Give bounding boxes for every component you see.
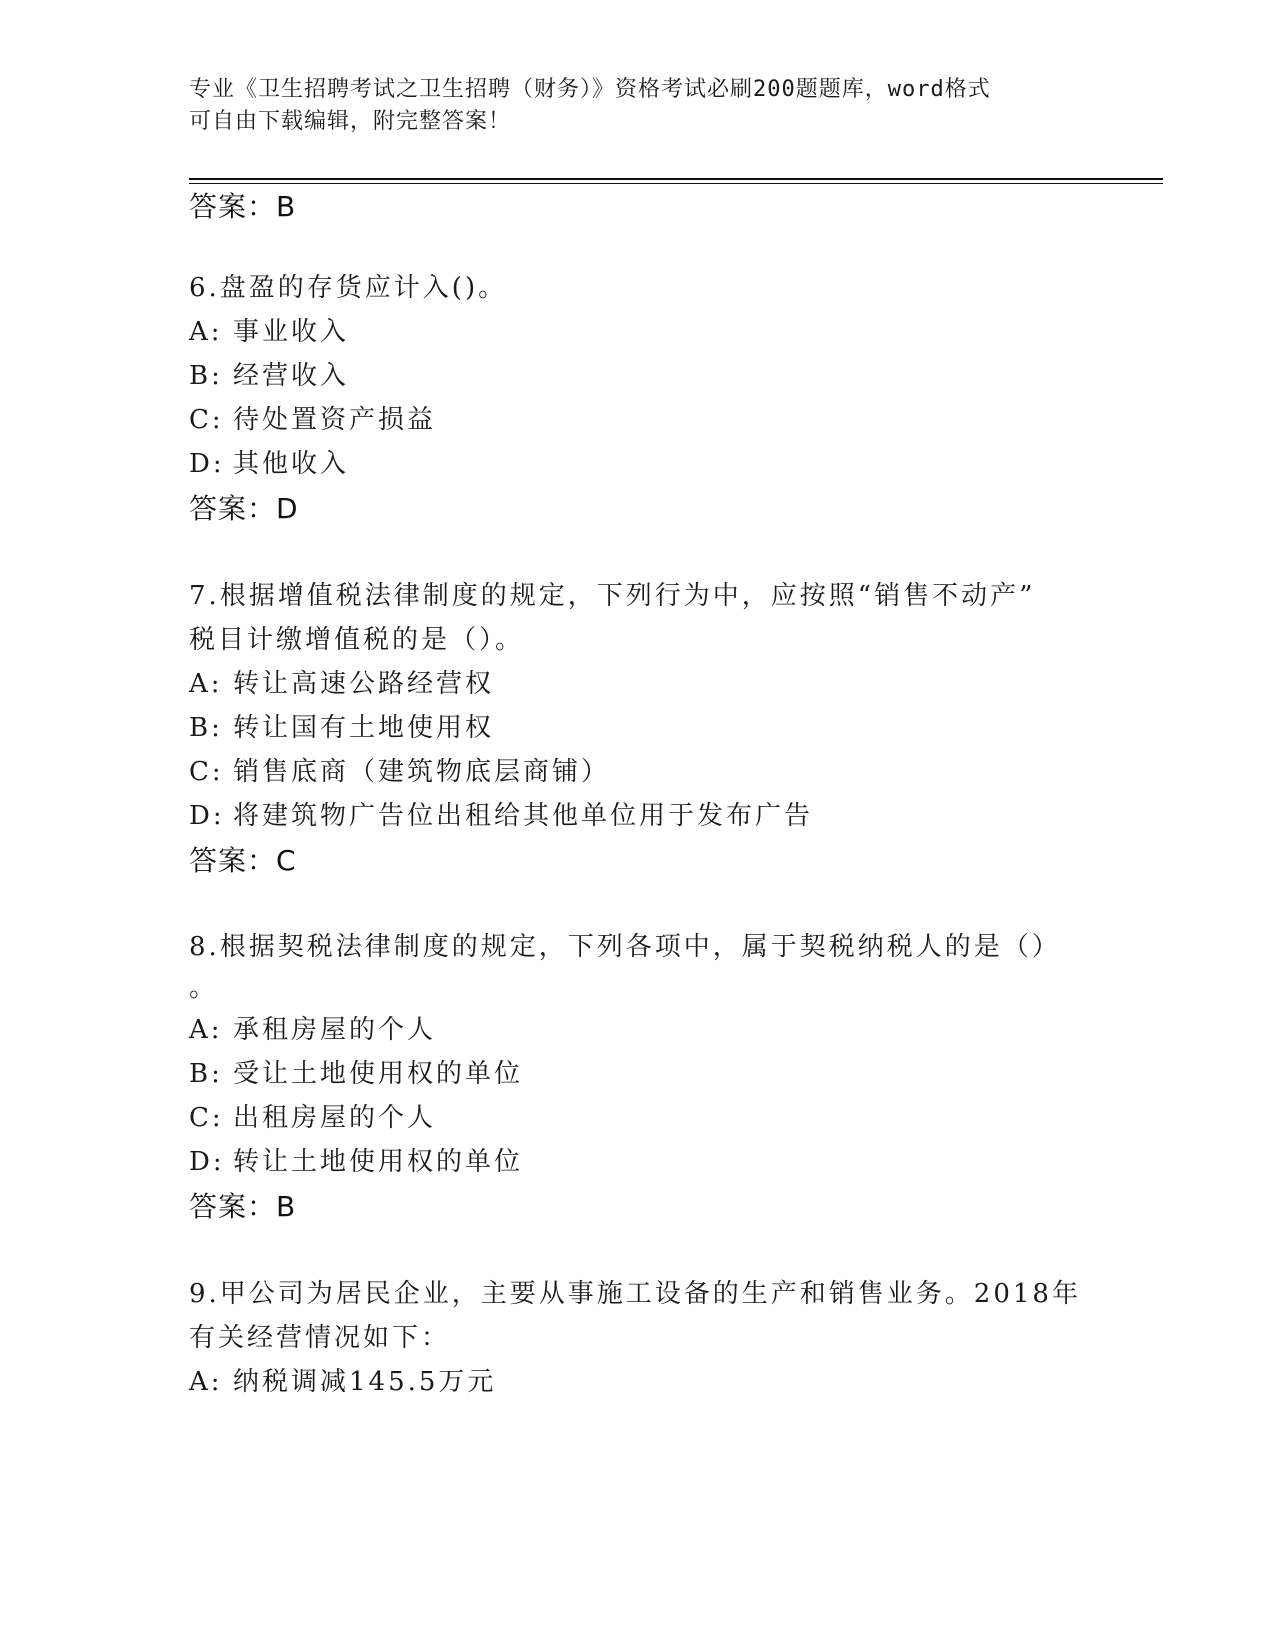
question-6-answer: 答案：D — [189, 492, 299, 525]
question-8-option-c — [189, 1096, 436, 1141]
question-7-answer: 答案：C — [189, 844, 297, 877]
answer-prev: 答案：B — [189, 190, 297, 223]
option-label: C: — [189, 757, 224, 787]
option-label: A: — [189, 317, 223, 347]
question-8-option-d — [189, 1140, 523, 1185]
question-7-option-d — [189, 794, 813, 839]
option-text: 将建筑物广告位出租给其他单位用于发布广告 — [233, 801, 814, 831]
option-label: D: — [189, 1147, 225, 1177]
option-text: 转让土地使用权的单位 — [233, 1147, 524, 1177]
option-text: 转让高速公路经营权 — [233, 669, 495, 699]
question-6-option-b — [189, 354, 349, 399]
option-label: B: — [189, 713, 223, 743]
document-header — [189, 74, 1089, 138]
option-text: 事业收入 — [233, 317, 350, 347]
question-7-option-c — [189, 750, 610, 795]
question-8-answer: 答案：B — [189, 1190, 297, 1223]
option-text: 待处置资产损益 — [233, 405, 437, 435]
option-label: C: — [189, 405, 224, 435]
option-label: A: — [189, 1367, 223, 1397]
option-text: 出租房屋的个人 — [233, 1103, 437, 1133]
option-text: 其他收入 — [233, 449, 350, 479]
option-label: A: — [189, 669, 223, 699]
question-6-option-a — [189, 310, 349, 355]
question-7-option-b — [189, 706, 494, 751]
option-text: 转让国有土地使用权 — [233, 713, 495, 743]
question-7-text-line-2: 税目计缴增值税的是（）。 — [189, 625, 525, 655]
option-label: C: — [189, 1103, 224, 1133]
option-label: D: — [189, 801, 225, 831]
question-9-text-line-2: 有关经营情况如下： — [189, 1323, 451, 1353]
question-9-option-a — [189, 1360, 496, 1405]
question-6-option-c — [189, 398, 436, 443]
question-7-option-a — [189, 662, 494, 707]
option-text: 受让土地使用权的单位 — [233, 1059, 524, 1089]
option-label: D: — [189, 449, 225, 479]
question-8-option-b — [189, 1052, 523, 1097]
option-label: B: — [189, 1059, 223, 1089]
option-text: 承租房屋的个人 — [233, 1015, 437, 1045]
option-text: 销售底商（建筑物底层商铺） — [233, 757, 611, 787]
header-line-1: 专业《卫生招聘考试之卫生招聘（财务）》资格考试必刷200题题库，word格式 — [189, 77, 991, 102]
option-text: 纳税调减145.5万元 — [233, 1367, 497, 1397]
question-9-text-line-1: 9.甲公司为居民企业，主要从事施工设备的生产和销售业务。2018年 — [189, 1279, 1081, 1309]
header-divider-thin — [189, 183, 1163, 184]
option-text: 经营收入 — [233, 361, 350, 391]
question-7-text-line-1: 7.根据增值税法律制度的规定，下列行为中，应按照“销售不动产” — [189, 581, 1036, 611]
question-8-text-line-2: 。 — [189, 973, 219, 1003]
question-8-text-line-1: 8.根据契税法律制度的规定，下列各项中，属于契税纳税人的是（） — [189, 932, 1061, 962]
header-line-2: 可自由下载编辑，附完整答案！ — [189, 109, 512, 134]
question-8-option-a — [189, 1008, 436, 1053]
header-divider-thick — [189, 178, 1163, 180]
option-label: A: — [189, 1015, 223, 1045]
question-6-option-d — [189, 442, 349, 487]
option-label: B: — [189, 361, 223, 391]
question-6-text-line-1: 6.盘盈的存货应计入()。 — [189, 273, 508, 303]
